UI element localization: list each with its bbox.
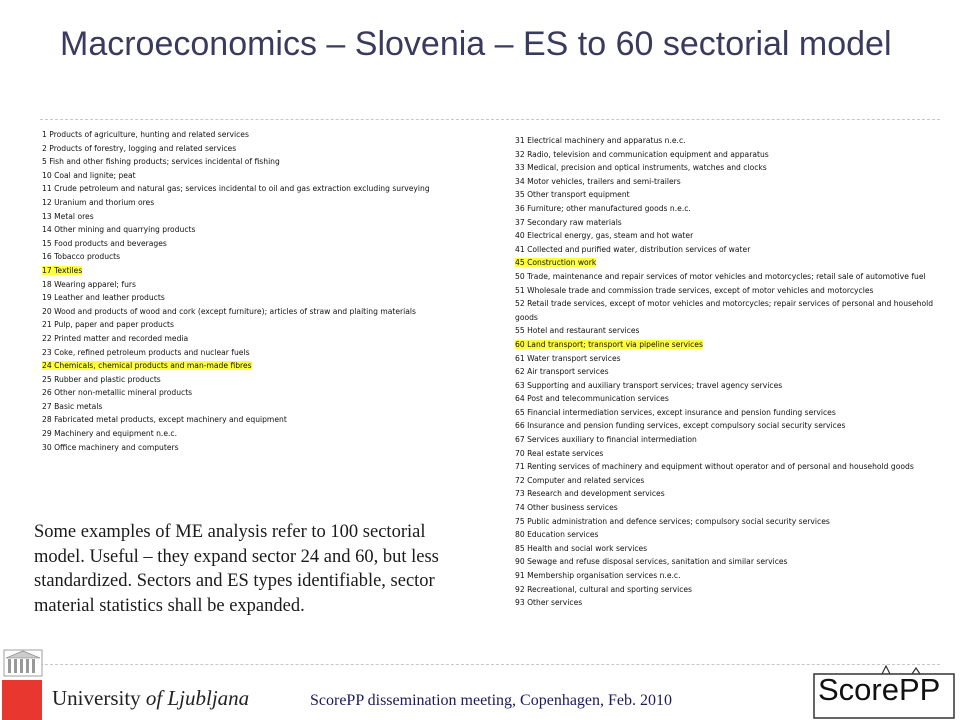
sector-label: 75 Public administration and defence services; compulsory social security services [515,516,830,526]
sector-label: 41 Collected and purified water, distribution services of water [515,244,751,254]
sector-item [515,338,940,352]
sector-item [515,460,940,474]
sector-label: 15 Food products and beverages [42,238,167,248]
sector-label-highlighted: 60 Land transport; transport via pipeline services [515,339,703,349]
sector-label: 26 Other non-metallic mineral products [42,388,193,398]
sector-label: 40 Electrical energy, gas, steam and hot water [515,231,694,241]
sector-label: 85 Health and social work services [515,543,648,553]
sector-label: 73 Research and development services [515,489,665,499]
sector-label: 91 Membership organisation services n.e.c. [515,571,681,580]
sector-label: 64 Post and telecommunication services [515,394,669,404]
sector-label: 93 Other services [515,598,583,608]
sector-label: 23 Coke, refined petroleum products and nuclear fuels [42,347,250,357]
sector-label: 13 Metal ores [42,211,94,221]
title-divider [40,119,940,120]
sector-label: 5 Fish and other fishing products; services incidental of fishing [42,157,280,167]
sector-item [515,583,940,597]
sector-label: 90 Sewage and refuse disposal services, sanitation and similar services [515,557,788,567]
sector-item [42,250,502,264]
sector-label: 34 Motor vehicles, trailers and semi-trailers [515,176,681,186]
sector-label: 62 Air transport services [515,367,609,377]
sector-item [515,487,940,501]
sector-label: 30 Office machinery and computers [42,442,179,452]
sector-item [42,332,502,346]
sector-label: 92 Recreational, cultural and sporting services [515,584,692,594]
sector-label: 36 Furniture; other manufactured goods n.e.c. [515,203,691,213]
sector-item [515,284,940,298]
sector-item [42,237,502,251]
sector-label: 21 Pulp, paper and paper products [42,320,174,330]
sector-label: 2 Products of forestry, logging and related services [42,143,237,153]
sector-item [515,528,940,542]
sector-item [42,155,502,169]
sector-item [42,182,502,196]
sector-label: 20 Wood and products of wood and cork (except furniture); articles of straw and plaiting materials [42,306,416,316]
sector-item [42,359,502,373]
sector-item [42,413,502,427]
sector-item [515,542,940,556]
sector-item [42,210,502,224]
sector-item [42,169,502,183]
sector-label: 52 Retail trade services, except of motor vehicles and motorcycles; repair services of personal and household goods [515,299,934,322]
sector-item [42,400,502,414]
sector-label-highlighted: 45 Construction work [515,258,597,268]
sector-item [42,196,502,210]
sector-item [515,148,940,162]
university-name: University of Ljubljana [52,686,250,710]
sector-label: 33 Medical, precision and optical instruments, watches and clocks [515,163,767,173]
sector-item [515,270,940,284]
sector-item [42,264,502,278]
sector-item [42,291,502,305]
sector-item [515,243,940,257]
sector-item [515,555,940,569]
sector-label: 28 Fabricated metal products, except machinery and equipment [42,415,287,425]
sector-item [515,569,940,583]
sector-item [42,441,502,455]
sector-list-left [42,128,502,454]
sector-item [515,419,940,433]
sector-item [515,515,940,529]
sector-item [515,324,940,338]
sector-label: 55 Hotel and restaurant services [515,326,640,336]
sector-item [515,352,940,366]
sector-item [515,433,940,447]
footer-divider [40,664,940,665]
sector-item [515,379,940,393]
sector-item [515,365,940,379]
sector-label: 70 Real estate services [515,448,604,458]
sector-label: 35 Other transport equipment [515,190,630,200]
sector-item [42,223,502,237]
sector-item [515,256,940,270]
sector-label: 25 Rubber and plastic products [42,374,161,384]
sector-label: 66 Insurance and pension funding services, except compulsory social security services [515,421,846,431]
slide-title: Macroeconomics – Slovenia – ES to 60 sectorial model [60,25,892,63]
sector-item [515,161,940,175]
sector-label: 12 Uranium and thorium ores [42,197,155,207]
sector-item [515,229,940,243]
sector-label: 50 Trade, maintenance and repair services of motor vehicles and motorcycles; retail sale of automotive fuel [515,271,926,281]
sector-label: 37 Secondary raw materials [515,217,622,227]
sector-item [515,202,940,216]
scorepp-logo-text: ScorePP [818,672,941,707]
sector-label-highlighted: 17 Textiles [42,265,83,275]
sector-label: 16 Tobacco products [42,252,121,262]
sector-item [42,427,502,441]
sector-list-right [515,134,940,610]
sector-label: 31 Electrical machinery and apparatus n.e.c. [515,136,686,145]
sector-label: 71 Renting services of machinery and equipment without operator and of personal and household goods [515,462,914,472]
sector-item [515,474,940,488]
sector-label: 72 Computer and related services [515,475,645,485]
sector-label: 32 Radio, television and communication equipment and apparatus [515,149,769,159]
sector-label: 65 Financial intermediation services, except insurance and pension funding services [515,407,836,417]
sector-label: 29 Machinery and equipment n.e.c. [42,429,178,439]
sector-label: 1 Products of agriculture, hunting and related services [42,130,249,139]
sector-label: 10 Coal and lignite; peat [42,170,136,180]
sector-label: 18 Wearing apparel; furs [42,279,136,289]
university-logo-icon [0,648,50,720]
sector-label: 19 Leather and leather products [42,293,165,303]
sector-item [515,297,940,324]
sector-label: 80 Education services [515,530,599,540]
sector-label: 51 Wholesale trade and commission trade services, except of motor vehicles and motorcycles [515,285,874,295]
sector-item [42,346,502,360]
sector-item [515,501,940,515]
sector-item [515,188,940,202]
sector-item [515,596,940,610]
sector-item [515,216,940,230]
sector-item [42,386,502,400]
sector-label: 63 Supporting and auxiliary transport services; travel agency services [515,380,783,390]
sector-item [42,128,502,142]
sector-item [515,175,940,189]
footer-meeting-text: ScorePP dissemination meeting, Copenhagen, Feb. 2010 [310,692,673,709]
sector-label: 61 Water transport services [515,353,621,363]
sector-label: 27 Basic metals [42,401,103,411]
sector-item [42,278,502,292]
sector-label-highlighted: 24 Chemicals, chemical products and man-made fibres [42,361,252,371]
sector-label: 14 Other mining and quarrying products [42,225,196,235]
sector-label: 67 Services auxiliary to financial intermediation [515,435,697,445]
sector-label: 22 Printed matter and recorded media [42,333,189,343]
sector-item [515,392,940,406]
sector-item [515,134,940,148]
analysis-note: Some examples of ME analysis refer to 100 sectorial model. Useful – they expand sector 24 and 60, but less standardized. Sectors and ES types identifiable, sector material statistics shall be expanded. [34,522,439,616]
sector-label: 11 Crude petroleum and natural gas; services incidental to oil and gas extraction excluding surveying [42,184,430,194]
sector-item [515,447,940,461]
sector-item [42,305,502,319]
sector-label: 74 Other business services [515,503,618,513]
sector-item [42,318,502,332]
sector-item [42,142,502,156]
sector-item [515,406,940,420]
sector-item [42,373,502,387]
